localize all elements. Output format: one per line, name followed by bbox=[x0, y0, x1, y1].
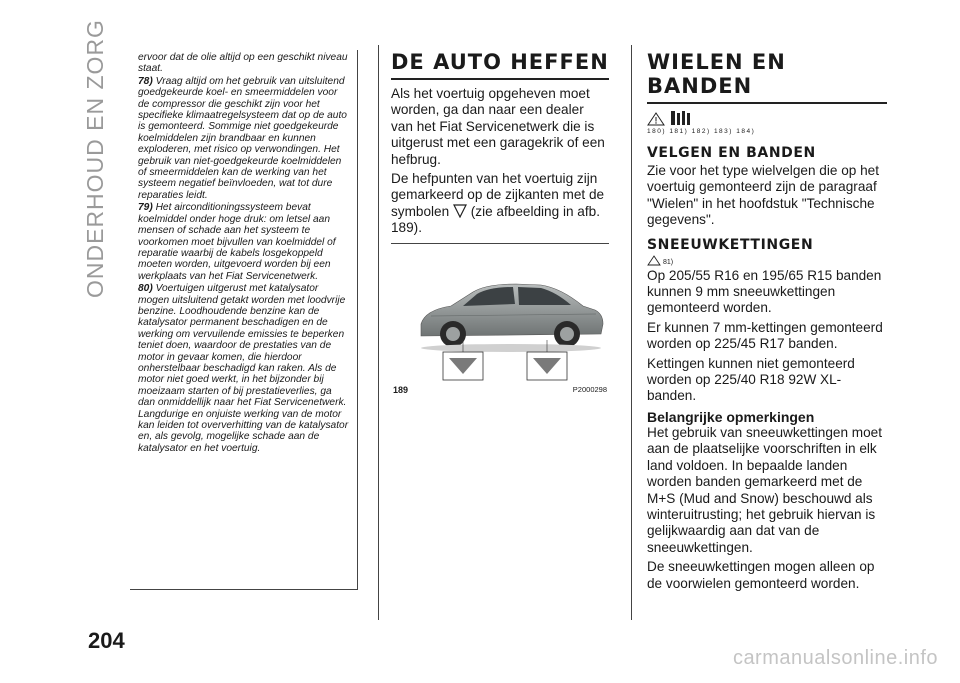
notes-box bbox=[130, 50, 358, 590]
wheels-section bbox=[647, 50, 887, 595]
note-text: Vraag altijd om het gebruik van uitsluitend goedgekeurde koel- en smeermiddelen voor de compressor die geschikt zijn voor het specifieke klimaatregelsysteem dat op de auto is gemonteerd. Sommige niet goedgekeurde koelmiddelen zijn brandbaar en kunnen exploderen, met risico op verwondingen. Het gebruik van niet-goedgekeurde koelmiddelen of smeermiddelen kan de werking van het systeem negatief beïnvloeden, wat tot dure reparaties leidt. bbox=[138, 75, 347, 201]
snow-chains-ref: 81) bbox=[663, 258, 674, 266]
lift-para-2 bbox=[391, 171, 609, 237]
column-divider bbox=[378, 45, 379, 620]
remarks-heading: Belangrijke opmerkingen bbox=[647, 408, 815, 425]
rims-tyres-heading: VELGEN EN BANDEN bbox=[647, 145, 816, 161]
note-number: 79) bbox=[138, 202, 153, 214]
notes-intro: ervoor dat de olie altijd op een geschikt niveau staat. bbox=[138, 52, 348, 75]
lift-para-2-a: De hefpunten van het voertuig zijn gemarkeerd op de zijkanten met de symbolen bbox=[391, 171, 605, 219]
figure-number: 189 bbox=[393, 384, 409, 395]
tyre-chain-icon bbox=[669, 110, 693, 126]
wheels-title: WIELEN EN BANDEN bbox=[647, 50, 887, 104]
note-text: Voertuigen uitgerust met katalysator mogen uitsluitend getakt worden met loodvrije benzine. Loodhoudende benzine kan de katalysator permanent beschadigen en de werking om vervuilende emissies te beperken teniet doen, waardoor de prestaties van de motor in gevaar komen, die hierdoor onherstelbaar beschadigd kan raken. Als de motor niet goed werkt, in het bijzonder bij moeizaam starten of bij prestatieverlies, ga dan onmiddellijk naar het Fiat Servicenetwerk. Langdurige en onjuiste werking van de motor kan leiden tot oververhitting van de katalysator en, als gevolg, mogelijke schade aan de katalysator en het voertuig. bbox=[138, 283, 349, 454]
lift-section bbox=[391, 50, 609, 395]
page-number: 204 bbox=[88, 628, 125, 653]
car-illustration bbox=[391, 254, 609, 384]
snow-chains-para-3: Kettingen kunnen niet gemonteerd worden op 225/40 R18 92W XL-banden. bbox=[647, 355, 855, 404]
figure-code: P2000298 bbox=[572, 384, 607, 394]
snow-chains-para-2: Er kunnen 7 mm-kettingen gemonteerd worden op 225/45 R17 banden. bbox=[647, 319, 883, 352]
rims-tyres-text: Zie voor het type wielvelgen die op het voertuig gemonteerd zijn de paragraaf "Wielen" in het hoofdstuk "Technische gegevens". bbox=[647, 163, 879, 228]
lift-title: DE AUTO HEFFEN bbox=[391, 50, 609, 80]
warning-triangle-icon bbox=[647, 112, 665, 126]
lift-para-2-b: (zie afbeelding in afb. 189). bbox=[391, 203, 600, 236]
note-number: 78) bbox=[138, 75, 153, 87]
snow-chains-warning bbox=[647, 255, 887, 266]
snow-chains-para-1: Op 205/55 R16 en 195/65 R15 banden kunnen 9 mm sneeuwkettingen gemonteerd worden. bbox=[647, 267, 882, 316]
warning-row bbox=[647, 110, 887, 126]
car-lift-figure bbox=[391, 254, 609, 384]
column-divider bbox=[631, 45, 632, 620]
note-number: 80) bbox=[138, 283, 153, 295]
side-chapter-title: ONDERHOUD EN ZORG bbox=[82, 19, 108, 298]
note-78 bbox=[138, 76, 349, 201]
figure-caption bbox=[391, 385, 609, 395]
lift-point-symbol-icon bbox=[453, 204, 467, 218]
snow-chains-heading: SNEEUWKETTINGEN bbox=[647, 236, 814, 253]
remarks-para-2: De sneeuwkettingen mogen alleen op de voorwielen gemonteerd worden. bbox=[647, 559, 875, 591]
figure-top-rule bbox=[391, 243, 609, 244]
remarks-para-1: Het gebruik van sneeuwkettingen moet aan de plaatselijke voorschriften in elk land voldoen. In bepaalde landen worden banden gemarkeerd met de M+S (Mud and Snow) beschouwd als winteruitrusting; het gebruik hiervan is gelijkwaardig aan dat van de sneeuwkettingen. bbox=[647, 424, 883, 555]
warning-references: 180) 181) 182) 183) 184) bbox=[647, 128, 756, 135]
note-80 bbox=[138, 283, 349, 454]
note-79 bbox=[138, 202, 349, 282]
lift-para-1: Als het voertuig opgeheven moet worden, ga dan naar een dealer van het Fiat Servicenetwerk die is uitgerust met een garagekrik of een hefbrug. bbox=[391, 86, 605, 167]
note-text: Het airconditioningssysteem bevat koelmiddel onder hoge druk: om letsel aan mensen of schade aan het systeem te voorkomen moet bijvullen van koelmiddel of reparatie waarbij de kabels losgekoppeld moeten worden, uitgevoerd worden bij een werkplaats van het Fiat Servicenetwerk. bbox=[138, 202, 336, 282]
watermark-text: carmanualsonline.info bbox=[732, 647, 938, 669]
warning-triangle-icon bbox=[647, 255, 661, 266]
